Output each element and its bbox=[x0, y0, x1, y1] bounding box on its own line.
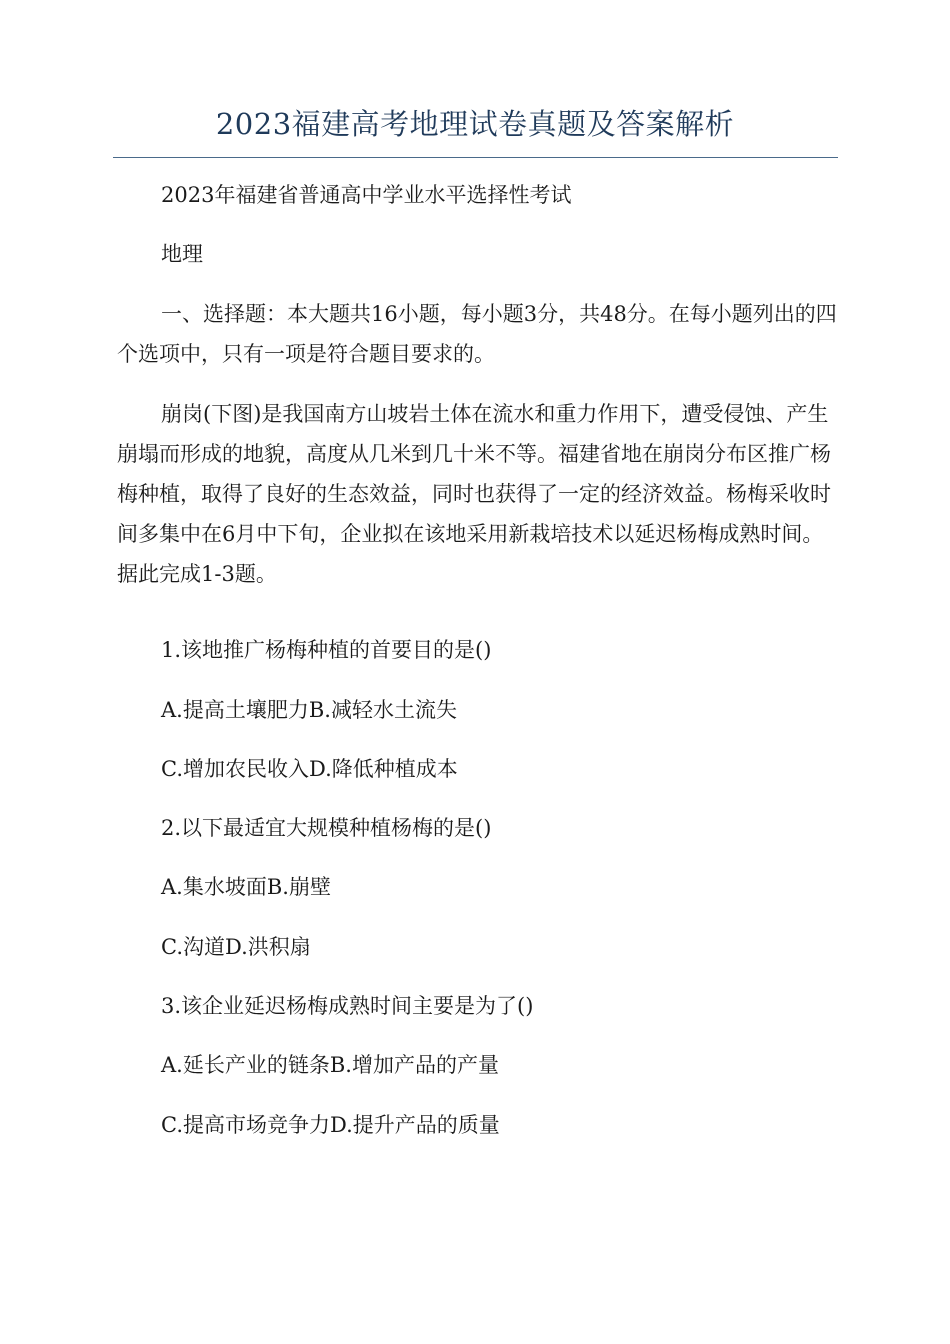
question-2-options-ab: A.集水坡面B.崩壁 bbox=[161, 875, 331, 899]
reading-passage: 崩岗(下图)是我国南方山坡岩土体在流水和重力作用下，遭受侵蚀、产生崩塌而形成的地貌，高度从几米到几十米不等。福建省地在崩岗分布区推广杨梅种植，取得了良好的生态效益，同时也获得了一定的经济效益。杨梅采收时间多集中在6月中下旬，企业拟在该地采用新栽培技术以延迟杨梅成熟时间。据此完成1-3题。 bbox=[117, 402, 831, 586]
question-2-stem: 2.以下最适宜大规模种植杨梅的是() bbox=[161, 816, 492, 840]
question-1-stem: 1.该地推广杨梅种植的首要目的是() bbox=[161, 638, 492, 662]
document-title: 2023福建高考地理试卷真题及答案解析 bbox=[215, 107, 735, 141]
exam-name: 2023年福建省普通高中学业水平选择性考试 bbox=[161, 183, 572, 207]
subject-heading: 地理 bbox=[161, 242, 203, 266]
question-1-options-cd: C.增加农民收入D.降低种植成本 bbox=[161, 757, 458, 781]
question-3-stem: 3.该企业延迟杨梅成熟时间主要是为了() bbox=[161, 994, 534, 1018]
question-1-options-ab: A.提高土壤肥力B.减轻水土流失 bbox=[161, 698, 457, 722]
question-3-options-ab: A.延长产业的链条B.增加产品的产量 bbox=[161, 1053, 499, 1077]
question-2-options-cd: C.沟道D.洪积扇 bbox=[161, 935, 311, 959]
question-3-options-cd: C.提高市场竞争力D.提升产品的质量 bbox=[161, 1113, 500, 1137]
title-divider bbox=[113, 157, 838, 158]
section-intro: 一、选择题：本大题共16小题，每小题3分，共48分。在每小题列出的四个选项中，只有一项是符合题目要求的。 bbox=[117, 302, 837, 366]
